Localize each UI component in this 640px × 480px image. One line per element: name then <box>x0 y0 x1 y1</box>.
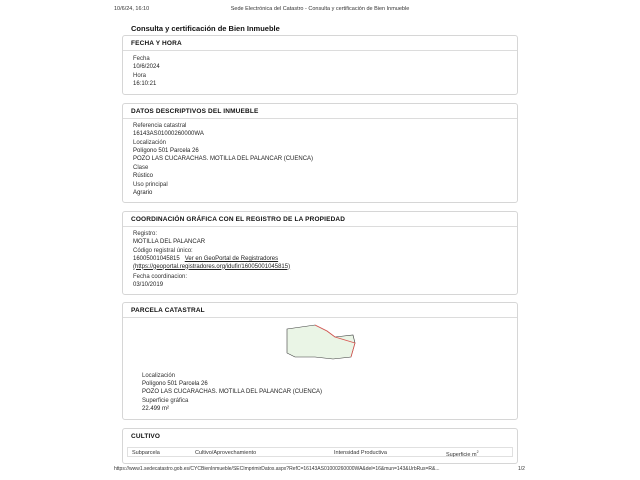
uso-label: Uso principal <box>133 182 168 188</box>
fecha-hora-heading: FECHA Y HORA <box>131 40 182 47</box>
superficie-label: Superficie gráfica <box>142 398 189 404</box>
page-title: Consulta y certificación de Bien Inmueble <box>131 24 280 33</box>
codigo-value: 16005001045815 <box>133 255 180 262</box>
divider <box>123 317 517 318</box>
fecha-hora-card <box>122 35 518 95</box>
coordinacion-card <box>122 211 518 295</box>
fecha-label: Fecha <box>133 56 150 62</box>
datos-descriptivos-card <box>122 103 518 203</box>
fecha-coordinacion-value: 03/10/2019 <box>133 281 164 288</box>
coordinacion-heading: COORDINACIÓN GRÁFICA CON EL REGISTRO DE LA PROPIEDAD <box>131 216 346 223</box>
uso-value: Agrario <box>133 189 153 196</box>
col-superficie <box>446 450 479 458</box>
clase-field <box>133 165 153 181</box>
parcela-catastral-card <box>122 302 518 420</box>
col-intensidad: Intensidad Productiva <box>334 449 387 456</box>
fecha-field <box>133 56 160 72</box>
parcela-localizacion-line2: POZO LAS CUCARACHAS. MOTILLA DEL PALANCAR (CUENCA) <box>142 388 323 395</box>
fecha-value: 10/6/2024 <box>133 63 160 70</box>
parcel-shape <box>287 325 355 359</box>
print-footer-url: https://www1.sedecatastro.gob.es/CYCBienInmueble/SECImprimirDatos.aspx?RefC=16143AS01000260000WA&del=16&mun=143&UrbRus=R&... <box>114 466 440 472</box>
parcela-heading: PARCELA CATASTRAL <box>131 307 205 314</box>
referencia-value: 16143AS01000260000WA <box>133 130 204 137</box>
col-cultivo: Cultivo/Aprovechamiento <box>195 449 257 456</box>
fecha-coordinacion-label: Fecha coordinacion: <box>133 274 188 280</box>
uso-field <box>133 182 168 198</box>
registro-label: Registro: <box>133 231 158 237</box>
parcel-map[interactable] <box>281 323 361 363</box>
hora-label: Hora <box>133 73 147 79</box>
cultivo-heading: CULTIVO <box>131 433 161 440</box>
referencia-field <box>133 123 204 139</box>
print-footer <box>0 466 640 476</box>
geoportal-link[interactable]: Ver en GeoPortal de Registradores <box>184 255 279 262</box>
parcela-localizacion-label: Localización <box>142 373 176 379</box>
parcela-localizacion-field <box>142 373 322 396</box>
localizacion-line2: POZO LAS CUCARACHAS. MOTILLA DEL PALANCAR (CUENCA) <box>133 155 314 162</box>
clase-value: Rústico <box>133 172 154 179</box>
col-superficie-unit: 2 <box>476 449 479 454</box>
divider <box>123 118 517 119</box>
print-header <box>0 6 640 16</box>
cultivo-card <box>122 428 518 464</box>
cultivo-table-header <box>127 447 513 457</box>
localizacion-label: Localización <box>133 140 167 146</box>
page-number: 1/2 <box>518 466 525 472</box>
datos-heading: DATOS DESCRIPTIVOS DEL INMUEBLE <box>131 108 259 115</box>
hora-value: 16:10:21 <box>133 80 157 87</box>
print-date: 10/6/24, 16:10 <box>114 6 150 12</box>
parcela-localizacion-line1: Polígono 501 Parcela 26 <box>142 380 208 387</box>
divider <box>123 226 517 227</box>
divider <box>123 50 517 51</box>
clase-label: Clase <box>133 165 149 171</box>
registro-value: MOTILLA DEL PALANCAR <box>133 238 206 245</box>
superficie-value: 22.499 m² <box>142 405 170 412</box>
registro-field <box>133 231 205 247</box>
referencia-label: Referencia catastral <box>133 123 187 129</box>
localizacion-field <box>133 140 313 163</box>
hora-field <box>133 73 156 89</box>
codigo-field <box>133 248 290 271</box>
col-subparcela: Subparcela <box>132 449 160 456</box>
geoportal-url-link[interactable]: (https://geoportal.registradores.org/idufir/16005001045815) <box>133 263 291 270</box>
localizacion-line1: Polígono 501 Parcela 26 <box>133 147 199 154</box>
print-header-title: Sede Electrónica del Catastro - Consulta y certificación de Bien Inmueble <box>230 6 410 12</box>
col-superficie-label: Superficie m <box>446 451 477 458</box>
codigo-label: Código registral único: <box>133 248 193 254</box>
fecha-coordinacion-field <box>133 274 187 290</box>
superficie-field <box>142 398 188 414</box>
